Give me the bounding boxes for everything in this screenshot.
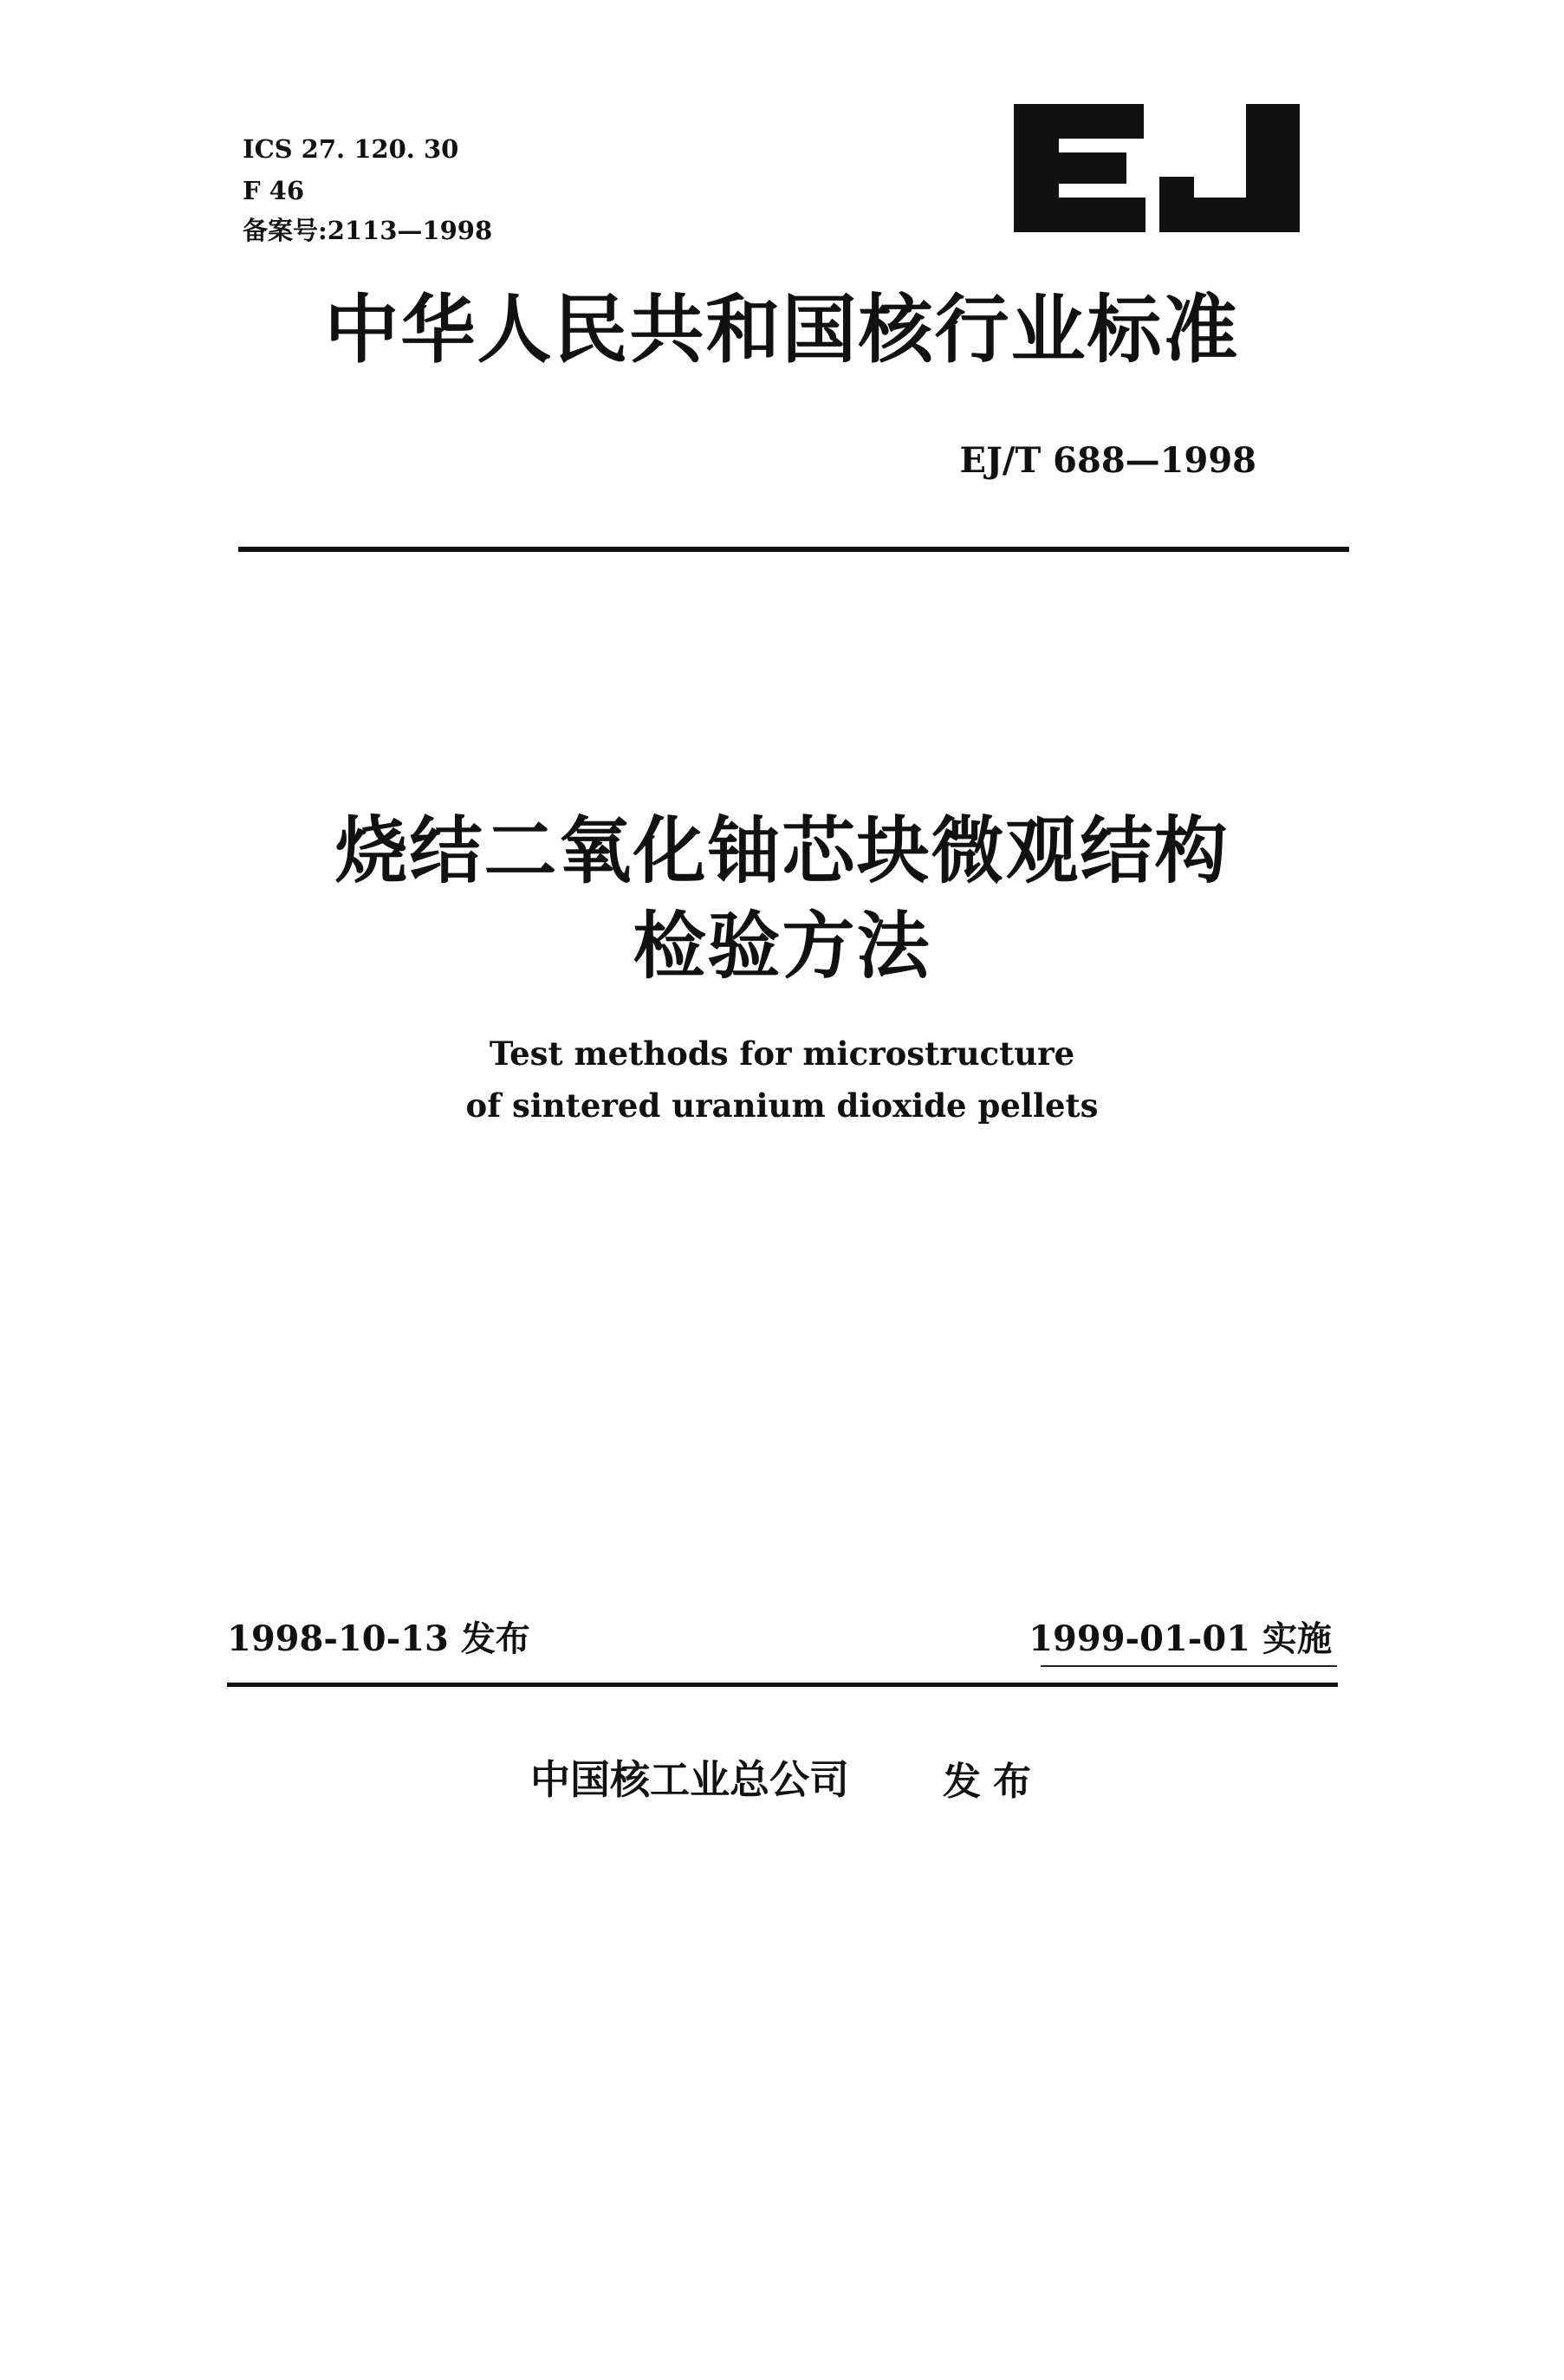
publisher-name: 中国核工业总公司 xyxy=(530,1756,849,1803)
title-chinese-line-2: 检验方法 xyxy=(633,904,931,989)
publish-action: 发布 xyxy=(943,1760,1043,1804)
issue-date: 1998-10-13 发布 xyxy=(227,1618,530,1659)
ministry-title: 中华人民共和国核行业标准 xyxy=(324,287,1240,373)
bottom-divider xyxy=(227,1683,1338,1687)
title-english-line-1: Test methods for microstructure xyxy=(489,1034,1075,1073)
classification-code: F 46 xyxy=(243,176,305,205)
standard-number: EJ/T 688—1998 xyxy=(959,440,1256,481)
top-divider xyxy=(238,547,1349,552)
ej-logo xyxy=(1014,104,1300,232)
implementation-underline xyxy=(1041,1665,1337,1667)
record-number: 备案号:2113—1998 xyxy=(243,216,493,245)
title-english-line-2: of sintered uranium dioxide pellets xyxy=(465,1086,1099,1125)
ics-code: ICS 27. 120. 30 xyxy=(243,134,459,164)
title-chinese-line-1: 烧结二氧化铀芯块微观结构 xyxy=(334,808,1230,893)
implementation-date: 1999-01-01 实施 xyxy=(1029,1618,1332,1659)
